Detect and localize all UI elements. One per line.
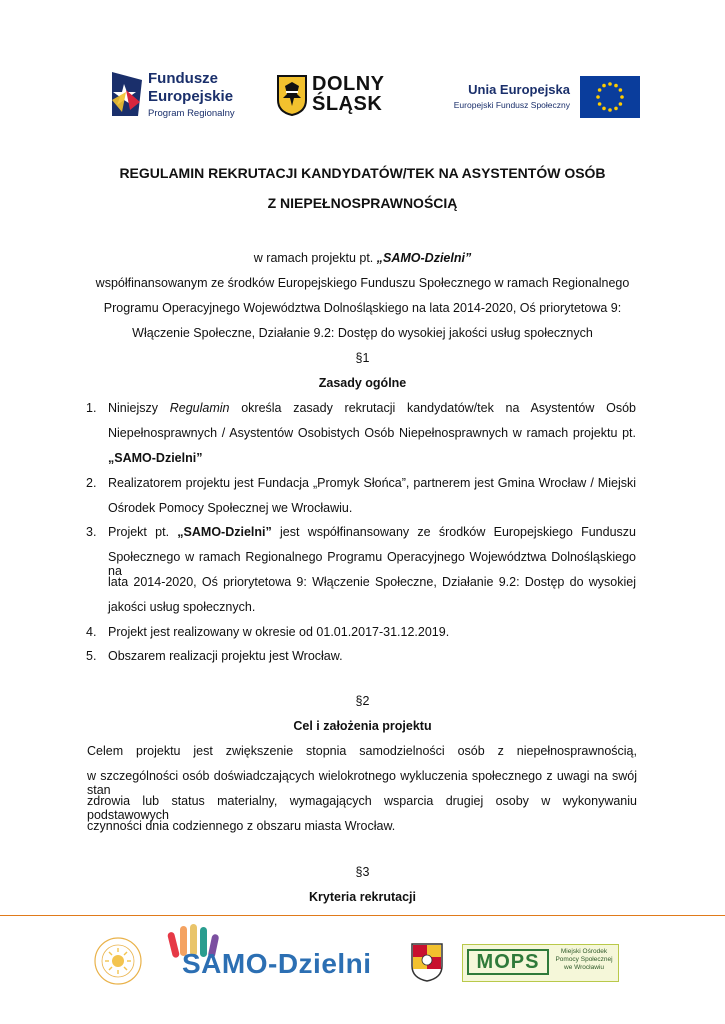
list-item-3-text-a: Projekt pt. xyxy=(108,525,178,539)
list-item-2-line1: Realizatorem projektu jest Fundacja „Promyk Słońca”, partnerem jest Gmina Wrocław / Miejski xyxy=(108,476,636,490)
list-item-3-text-c: jest współfinansowany ze środków Europejskiego Funduszu xyxy=(271,525,636,539)
list-item-1-line3: „SAMO-Dzielni” xyxy=(108,451,203,465)
section2-paragraph-line1: Celem projektu jest zwiększenie stopnia samodzielności osób z niepełnosprawnością, xyxy=(87,744,637,758)
samo-dzielni-logo xyxy=(158,922,388,988)
list-item-1-text-b: określa zasady rekrutacji kandydatów/tek na Asystentów Osób xyxy=(229,401,636,415)
list-item-2-line2: Ośrodek Pomocy Społecznej we Wrocławiu. xyxy=(108,501,353,515)
ds-name-line2: ŚLĄSK xyxy=(312,93,383,115)
section2-paragraph-line2: w szczególności osób doświadczających wielokrotnego wykluczenia społecznego z uwagi na swój stan xyxy=(87,769,637,797)
list-item-5-number: 5. xyxy=(86,649,97,663)
section2-paragraph-line4: czynności dnia codziennego z obszaru miasta Wrocław. xyxy=(87,819,396,833)
list-item-2-number: 2. xyxy=(86,476,97,490)
list-item-3-line2: Społecznego w ramach Regionalnego Programu Operacyjnego Województwa Dolnośląskiego na xyxy=(108,550,636,578)
footer-divider xyxy=(0,915,725,916)
intro-line4: Włączenie Społeczne, Działanie 9.2: Dostęp do wysokiej jakości usług społecznych xyxy=(132,326,593,340)
intro-prefix: w ramach projektu pt. xyxy=(253,251,377,265)
eu-fund-name: Europejski Fundusz Społeczny xyxy=(453,100,570,110)
eagle-crest-icon xyxy=(276,74,308,116)
eu-flag-icon xyxy=(580,76,640,118)
fe-star-icon xyxy=(110,70,144,118)
list-item-4-line1: Projekt jest realizowany w okresie od 01.01.2017-31.12.2019. xyxy=(108,625,450,639)
list-item-1-line2: Niepełnosprawnych / Asystentów Osobistych Osób Niepełnosprawnych w ramach projektu pt. xyxy=(108,426,636,440)
fundusze-europejskie-logo xyxy=(110,70,245,120)
list-item-1-line1 xyxy=(108,401,636,415)
list-item-5-line1: Obszarem realizacji projektu jest Wrocław. xyxy=(108,649,343,663)
document-title-line2: Z NIEPEŁNOSPRAWNOŚCIĄ xyxy=(267,195,458,211)
list-item-1-text-a: Niniejszy xyxy=(108,401,170,415)
fe-name-line1: Fundusze xyxy=(148,70,218,87)
list-item-3-number: 3. xyxy=(86,525,97,539)
section2-heading: Cel i założenia projektu xyxy=(293,719,432,733)
intro-line2: współfinansowanym ze środków Europejskiego Funduszu Społecznego w ramach Regionalnego xyxy=(95,276,630,290)
list-item-3-line1 xyxy=(108,525,636,539)
regulamin-emphasis: Regulamin xyxy=(169,401,230,415)
document-title-line1: REGULAMIN REKRUTACJI KANDYDATÓW/TEK NA ASYSTENTÓW OSÓB xyxy=(119,165,606,181)
sun-icon xyxy=(93,936,143,986)
section1-sign: §1 xyxy=(355,351,370,365)
unia-europejska-logo xyxy=(440,76,640,118)
section3-sign: §3 xyxy=(355,865,370,879)
section2-paragraph-line3: zdrowia lub status materialny, wymagających wsparcia drugiej osoby w wykonywaniu podstawowych xyxy=(87,794,637,822)
fe-name-line2: Europejskie xyxy=(148,88,234,105)
intro-project-name: „SAMO-Dzielni” xyxy=(376,251,472,265)
promyk-slonca-logo xyxy=(93,936,143,986)
intro-line1 xyxy=(0,251,725,265)
wroclaw-coat-of-arms xyxy=(410,942,444,982)
list-item-3-project-name: „SAMO-Dzielni” xyxy=(177,525,272,539)
fe-program-label: Program Regionalny xyxy=(148,108,235,119)
mops-logo xyxy=(462,944,619,982)
list-item-1-number: 1. xyxy=(86,401,97,415)
mops-subtitle: Miejski Ośrodek Pomocy Społecznej we Wrocławiu xyxy=(555,948,613,971)
eu-name: Unia Europejska xyxy=(468,82,570,97)
intro-line3: Programu Operacyjnego Województwa Dolnośląskiego na lata 2014-2020, Oś priorytetowa 9: xyxy=(103,301,622,315)
coat-of-arms-icon xyxy=(410,942,444,982)
dolny-slask-logo xyxy=(276,74,406,120)
section1-heading: Zasady ogólne xyxy=(318,376,407,390)
list-item-4-number: 4. xyxy=(86,625,97,639)
mops-wordmark: MOPS xyxy=(467,949,549,975)
samo-dzielni-wordmark: SAMO-Dzielni xyxy=(182,948,372,979)
section2-sign: §2 xyxy=(355,694,370,708)
ds-name-line1: DOLNY xyxy=(312,73,385,95)
section3-heading: Kryteria rekrutacji xyxy=(308,890,416,904)
list-item-3-line4: jakości usług społecznych. xyxy=(108,600,256,614)
list-item-3-line3: lata 2014-2020, Oś priorytetowa 9: Włączenie Społeczne, Działanie 9.2: Dostęp do wysokiej xyxy=(108,575,636,589)
